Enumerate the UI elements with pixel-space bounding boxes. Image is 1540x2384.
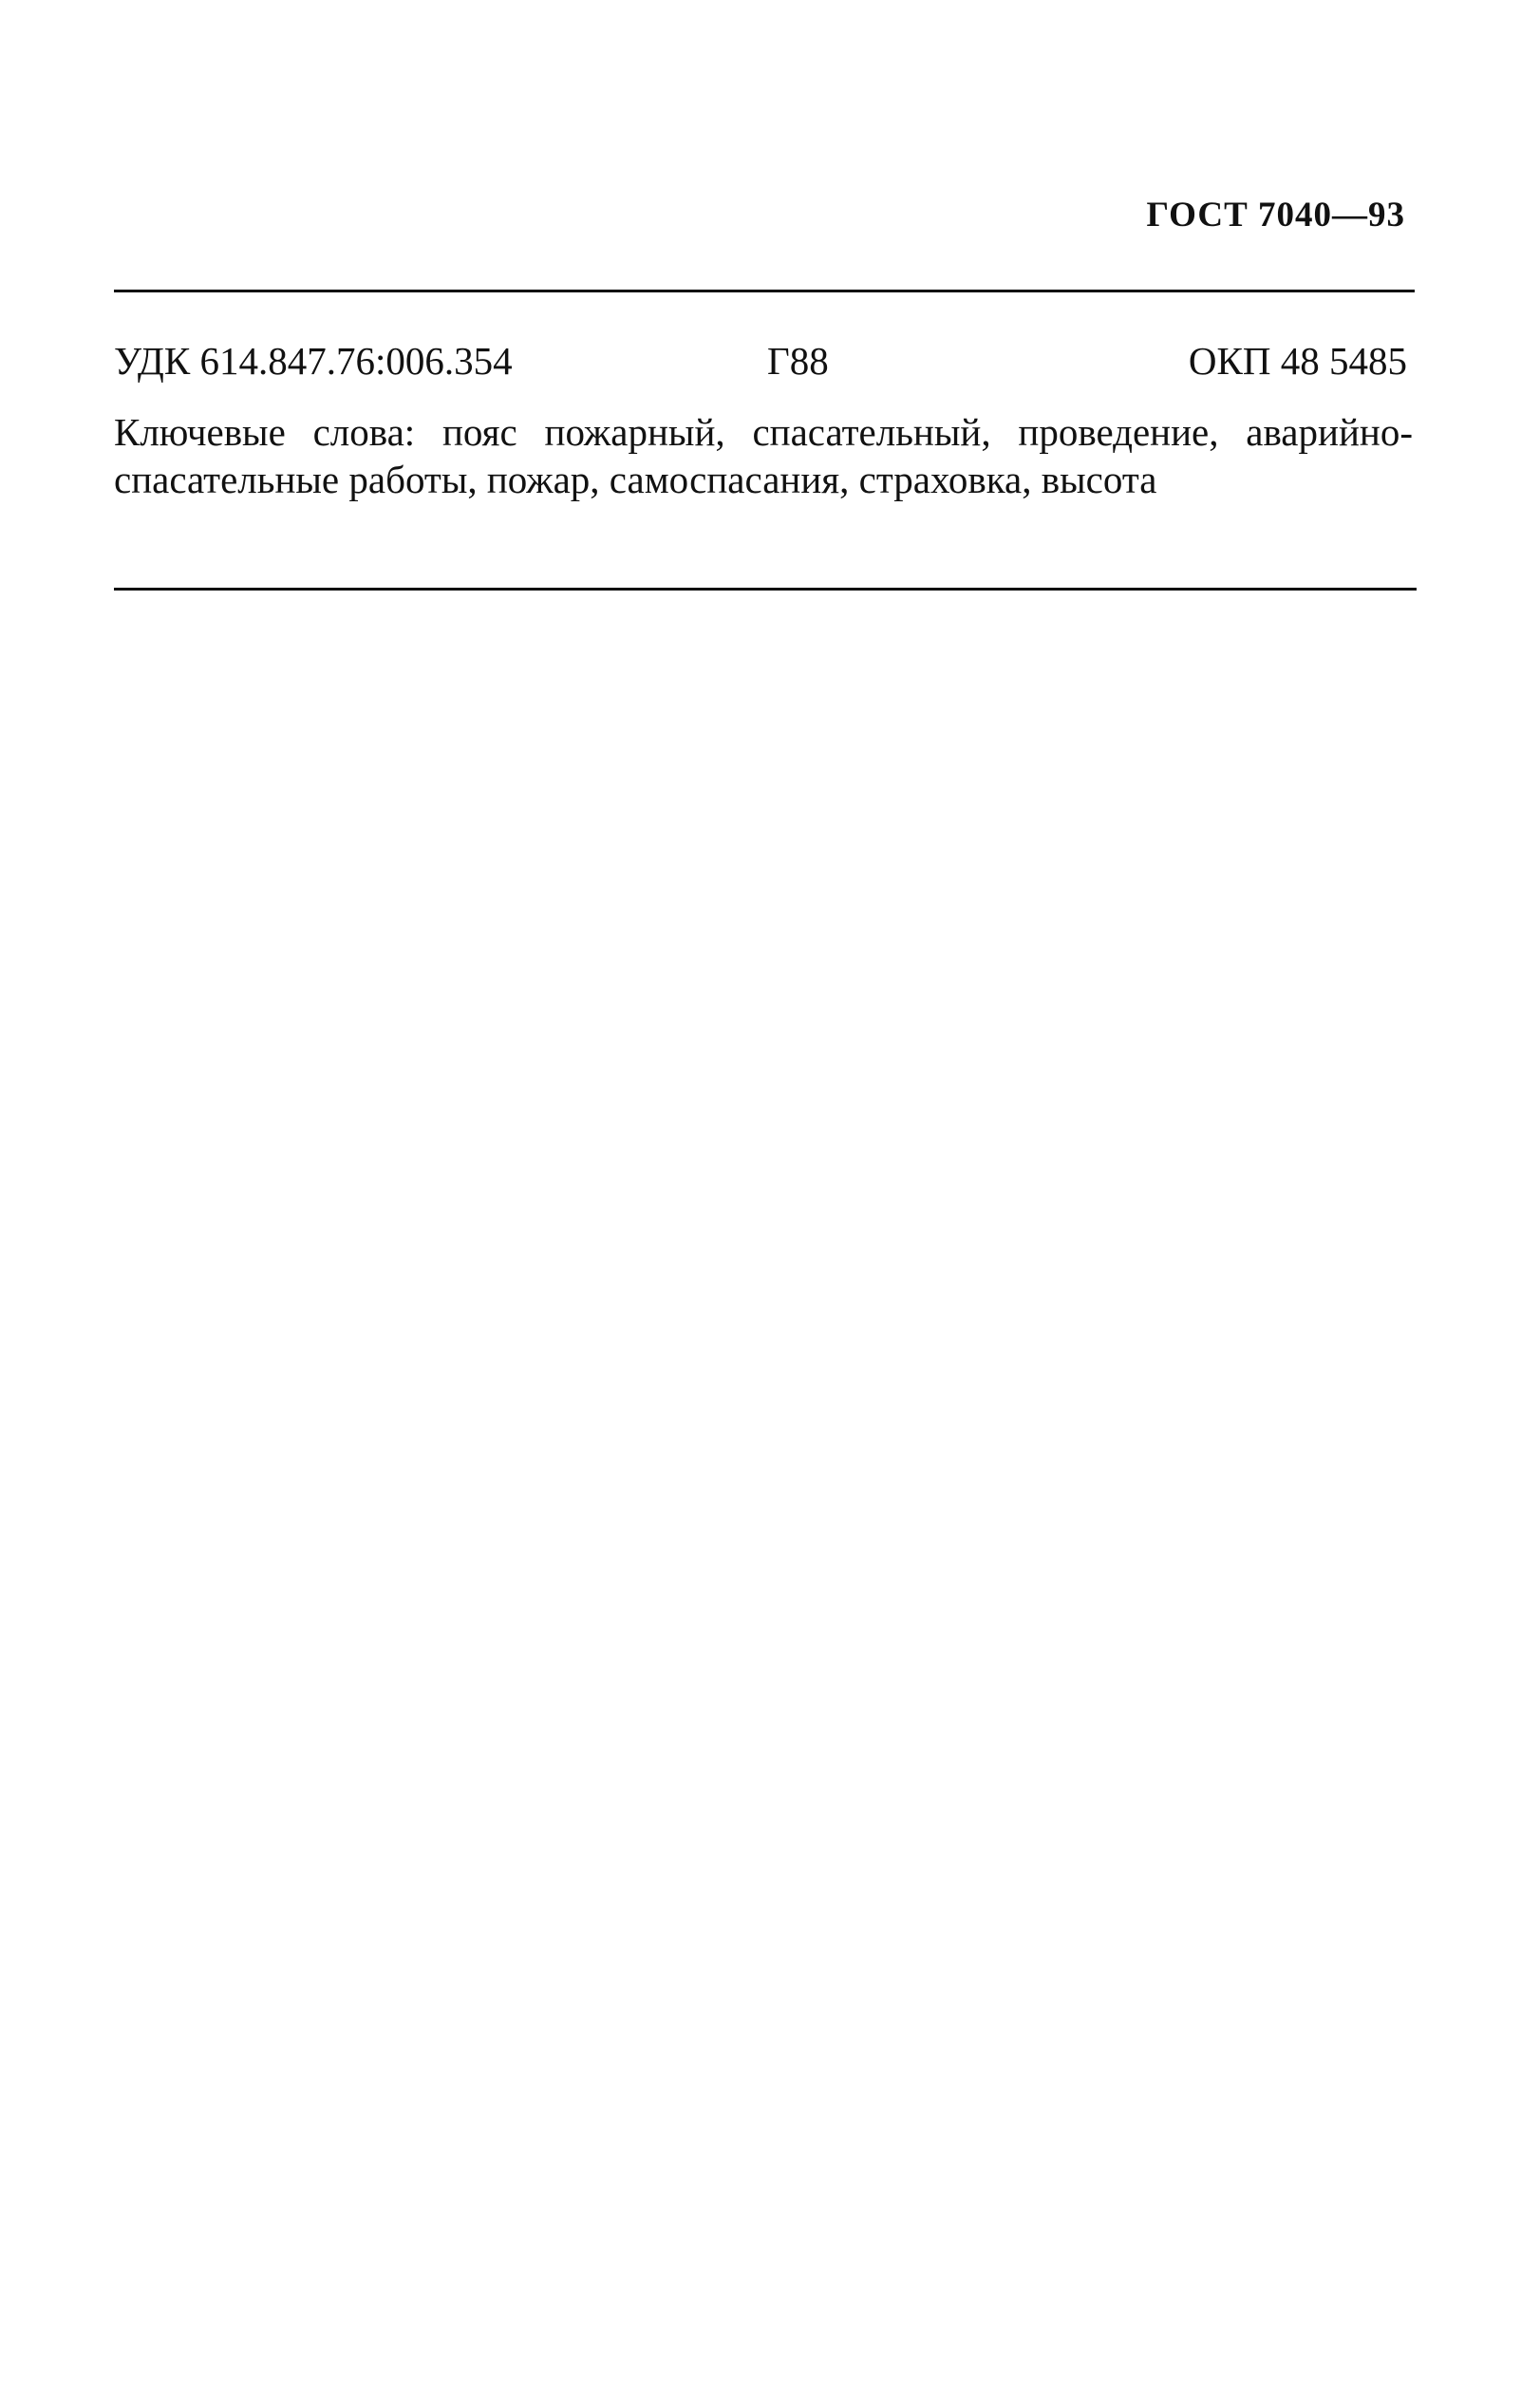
bottom-divider [114,588,1417,591]
group-code: Г88 [767,339,829,383]
udk-code: УДК 614.847.76:006.354 [114,339,513,383]
top-divider [114,290,1415,292]
classification-row [114,338,1407,385]
document-code: ГОСТ 7040—93 [1146,196,1405,235]
keywords-paragraph: Ключевые слова: пояс пожарный, спасательный, проведение, аварийно-спасательные работы, пожар, самоспасания, страховка, высота [114,410,1413,501]
okp-code: ОКП 48 5485 [1188,339,1407,383]
